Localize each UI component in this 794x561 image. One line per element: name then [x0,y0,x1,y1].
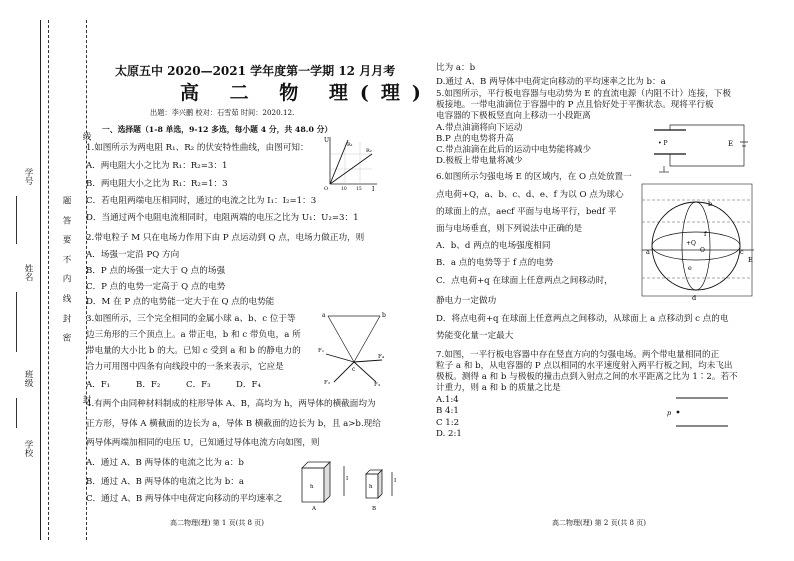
fig-label: d [692,294,697,302]
exam-meta: 出题：李兴鹏 校对：石雪茹 时间：2020.12. [150,108,295,117]
fig-label: • P [658,140,668,147]
fig-label: p [667,409,672,417]
field-student-id: 学号 [23,168,33,186]
q4-line: 正方形，导体 A 横截面的边长为 a，导体 B 横截面的边长为 b，且 a>b.现给 [86,419,381,429]
fig-label: f [704,230,707,238]
q4-line: 4.有两个由同种材料制成的柱形导体 A、B，高均为 h，两导体的横截面均为 [86,399,376,409]
q4-option-b: B．通过 A、B 两导体的电流之比为 b：a [86,477,244,487]
field-underline [16,196,17,244]
exam-title: 太原五中 2020—2021 学年度第一学期 12 月月考 [115,64,396,78]
q1-option-b: B．两电阻大小之比为 R₁：R₂=1：3 [86,179,228,189]
fig-label: B [372,506,377,512]
fig-label: b [382,312,386,319]
q6-line: 的球面上的点，aecf 平面与电场平行，bedf 平 [436,207,617,217]
q2-stem: 2.带电粒子 M 只在电场力作用下由 P 点运动到 Q 点，电场力做正功，则 [86,233,365,243]
q5-line: 板接地。一带电油滴位于容器中的 P 点且恰好处于平衡状态。现将平行板 [436,100,714,110]
q3-line: 合力可用图中四条有向线段中的一条来表示，它应是 [86,362,284,372]
q6-line: 点电荷+Q，a、b、c、d、e、f 为以 O 点为球心 [436,190,624,200]
q5-line: 电容器的下极板竖直向上移动一小段距离 [436,111,591,121]
q5-capacitor-figure [644,122,752,176]
q6-option-b: B．a 点的电势等于 f 点的电势 [436,258,554,268]
q3-line: 3.如图所示，三个完全相同的金属小球 a、b、c 位于等 [86,314,296,324]
field-school: 学校 [23,440,33,458]
q2-option-a: A．场强一定沿 PQ 方向 [86,250,180,260]
footer-left: 高二物理(理) 第 1 页(共 8 页) [170,519,264,527]
q3-triangle-figure [316,308,388,386]
binding-solid-line [40,20,41,540]
q4-option-a: A．通过 A、B 两导体的电流之比为 a：b [86,458,244,468]
fig-label: O [700,247,705,254]
q3-option-d: D．F₄ [236,380,261,390]
section-heading: 一、选择题（1-8 单选，9-12 多选，每小题 4 分，共 48.0 分） [102,125,333,134]
field-underline [16,292,17,352]
q3-option-c: C．F₃ [186,380,211,390]
q7-plates-figure [664,394,734,430]
q2-option-b: B．P 点的场强一定大于 Q 点的场强 [86,266,226,276]
subject-title: 高 二 物 理(理) [180,82,433,104]
binding-notice [60,196,74,342]
fig-label: e [688,264,692,272]
q1-option-a: A．两电阻大小之比为 R₁：R₂=3：1 [86,161,228,171]
q6-line: 静电力一定做功 [436,296,497,306]
q5-line: 5.如图所示，平行板电容器与电动势为 E 的直流电源（内阻不计）连接，下极 [436,89,731,99]
q6-option-c: C．点电荷+q 在球面上任意两点之间移动时， [436,276,613,286]
notice-char: 答 [61,215,71,225]
q1-option-d: D．当通过两个电阻电流相同时，电阻两端的电压之比为 U₁：U₂=3：1 [86,213,359,223]
fig-label: F₂ [324,380,331,386]
fig-label: c [352,366,356,373]
q3-option-a: A．F₁ [86,380,111,390]
fig-label: E [748,256,753,264]
graph-label: 10 [341,187,347,192]
notice-char: 不 [61,254,71,264]
footer-right: 高二物理(理) 第 2 页(共 8 页) [552,519,646,527]
notice-char: 要 [61,235,71,244]
q3-option-b: B．F₂ [136,380,161,390]
notice-char: 线 [61,294,71,303]
fig-label: I [394,478,397,484]
fig-label: +Q [686,240,696,247]
field-underline [16,398,17,428]
q4-continued: 比为 a：b [436,63,476,73]
field-class: 班级 [23,370,33,388]
q7-option-b: B 4:1 [436,406,459,416]
q5-option-c: C.带点油滴在此后的运动中电势能将减少 [436,145,592,155]
q4-option-d: D.通过 A、B 两导体中电荷定向移动的平均速率之比为 b：a [436,77,666,87]
binding-dots-label: 线 [81,132,91,141]
graph-label: R₂ [366,148,372,154]
fig-label: c [740,248,744,256]
q1-stem: 1.如图所示为两电阻 R₁、R₂ 的伏安特性曲线，由图可知： [86,143,309,153]
q6-option-d: D．将点电荷+q 在球面上任意两点之间移动，从球面上 a 点移动到 c 点的电 [436,314,729,324]
fig-label: E [728,140,734,148]
q6-option-a: A．b、d 两点的电场强度相同 [436,241,551,251]
q7-option-d: D. 2:1 [436,429,462,439]
graph-label: R₁ [347,142,353,148]
notice-char: 封 [61,313,71,323]
q7-line: 粒子 a 和 b，从电容器的 P 点以相同的水平速度射入两平行板之间，均未飞出 [436,361,733,371]
q2-option-c: C．P 点的电势一定高于 Q 点的电势 [86,282,226,292]
q5-option-a: A.带点油滴将向下运动 [436,123,523,133]
q4-conductors-figure [296,456,404,512]
fig-label: h [310,484,314,490]
q7-option-a: A.1:4 [436,395,459,405]
fig-label: h [369,484,373,490]
q5-option-b: B.P 点的电势将升高 [436,134,514,144]
notice-char: 题 [61,196,71,205]
q3-line: 边三角形的三个顶点上。a 带正电，b 和 c 带负电，a 所 [86,330,301,340]
notice-char: 密 [61,333,71,342]
q7-line: 计重力，则 a 和 b 的质量之比是 [436,383,561,393]
graph-label: U [324,137,330,144]
q7-line: 极板。测得 a 和 b 与极板的撞击点到入射点之间的水平距离之比为 1∶2。若不 [436,372,738,382]
graph-label: I [372,186,375,192]
fig-label: F₃ [374,382,381,386]
q3-line: 带电量的大小比 b 的大。已知 c 受到 a 和 b 的静电力的 [86,346,301,356]
fig-label: A [312,506,316,512]
fig-label: I [346,476,349,482]
q1-iv-graph [322,134,380,192]
fig-label: b [708,200,713,208]
q2-option-d: D．M 在 P 点的电势能一定大于在 Q 点的电势能 [86,297,275,307]
field-name: 姓名 [23,264,33,282]
q7-line: 7.如图，一平行板电容器中存在竖直方向的匀强电场。两个带电量相同的正 [436,350,720,360]
q7-option-c: C 1:2 [436,418,460,428]
q5-option-d: D.极板上带电量将减少 [436,156,523,166]
q6-line: 势能变化量一定最大 [436,331,514,341]
q6-sphere-figure [640,182,758,306]
q4-line: 两导体两端加相同的电压 U，已知通过导体电流方向如图，则 [86,438,320,448]
fig-label: a [646,248,650,256]
q1-option-c: C．若电阻两端电压相同时，通过的电流之比为 I₁：I₂=1：3 [86,196,317,206]
q4-option-c: C．通过 A、B 两导体中电荷定向移动的平均速率之 [86,494,283,504]
notice-char: 内 [61,274,71,284]
q6-stem: 6.如图所示匀强电场 E 的区域内，在 O 点处放置一 [436,172,632,182]
q6-line: 面与电场垂直，则下列说法中正确的是 [436,224,583,234]
fig-label: F₄ [378,354,385,360]
fig-label: F₁ [318,348,325,354]
graph-label: 15 [356,187,362,192]
binding-seal-label: 封 [81,395,91,404]
binding-margin [0,0,95,561]
fig-label: a [322,312,326,319]
graph-label: O [324,186,329,192]
binding-dashed-line [48,20,49,540]
